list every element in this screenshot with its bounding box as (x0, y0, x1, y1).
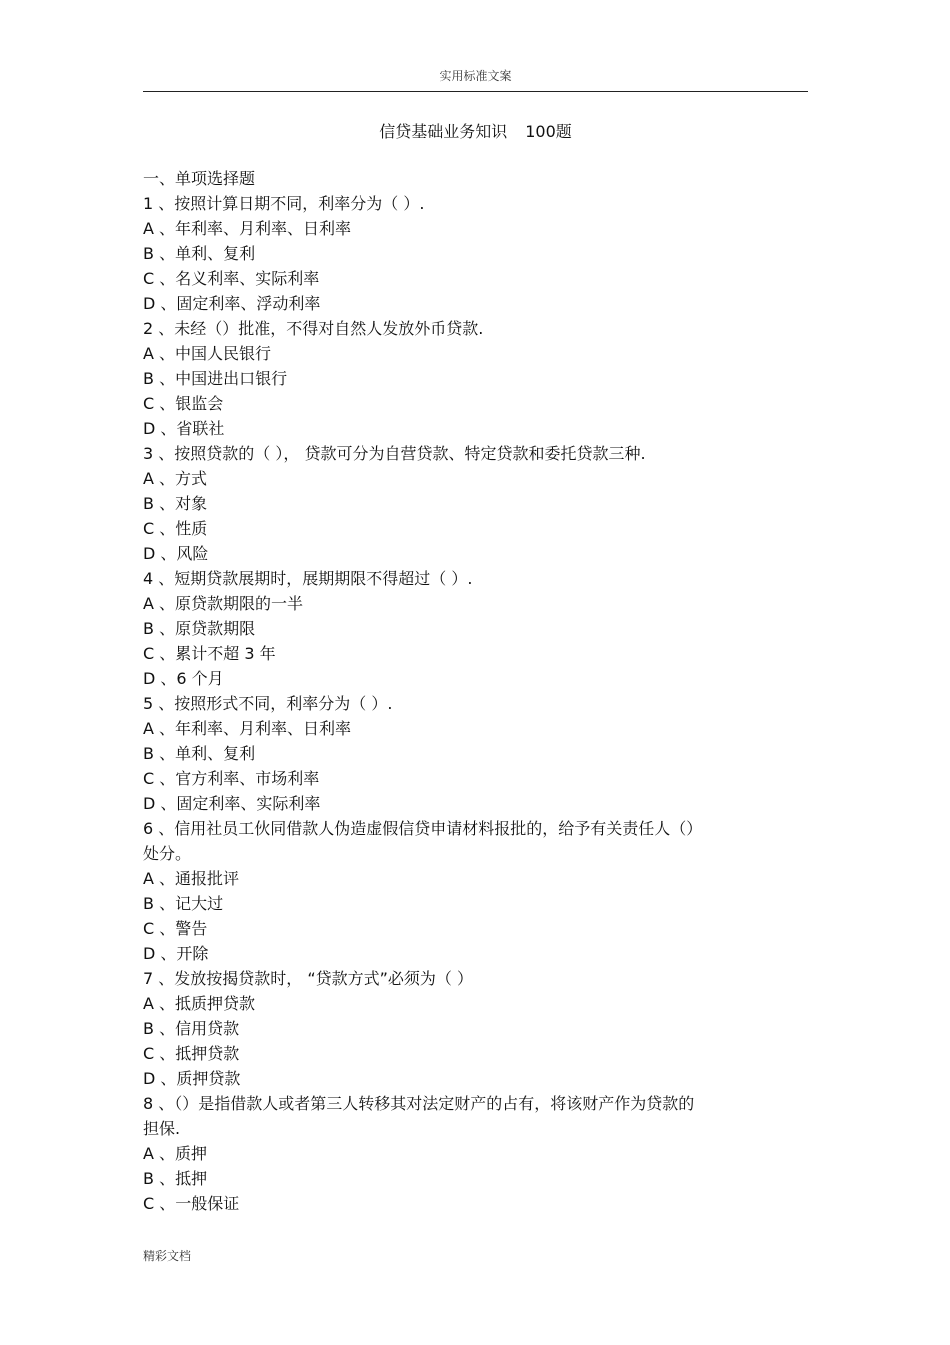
question-line: B 、记大过 (143, 894, 224, 913)
question-line: D 、固定利率、浮动利率 (143, 294, 321, 313)
question-line: D 、质押贷款 (143, 1069, 241, 1088)
question-line: D 、6 个月 (143, 669, 224, 688)
document-title (143, 119, 808, 142)
question-line: B 、抵押 (143, 1169, 208, 1188)
header-divider (143, 91, 808, 92)
question-line: B 、中国进出口银行 (143, 369, 288, 388)
question-line: B 、对象 (143, 494, 208, 513)
question-line: C 、警告 (143, 919, 208, 938)
question-line: C 、名义利率、实际利率 (143, 269, 320, 288)
question-line: 1 、按照计算日期不同，利率分为（ ）. (143, 194, 425, 213)
question-line: A 、中国人民银行 (143, 344, 272, 363)
question-line: 7 、发放按揭贷款时， “贷款方式”必须为（ ） (143, 969, 474, 988)
question-line: A 、方式 (143, 469, 208, 488)
question-line: C 、累计不超 3 年 (143, 644, 276, 663)
question-line: 4 、短期贷款展期时，展期期限不得超过（ ）. (143, 569, 473, 588)
question-line: 3 、按照贷款的（ ）， 贷款可分为自营贷款、特定贷款和委托贷款三种. (143, 444, 646, 463)
question-line: 处分。 (143, 844, 192, 863)
question-line: A 、通报批评 (143, 869, 240, 888)
question-line: A 、质押 (143, 1144, 208, 1163)
question-line: A 、抵质押贷款 (143, 994, 256, 1013)
question-list (143, 166, 768, 1216)
question-line: D 、开除 (143, 944, 209, 963)
title-main: 信贷基础业务知识 (379, 122, 508, 141)
question-line: D 、省联社 (143, 419, 225, 438)
question-line: B 、单利、复利 (143, 744, 256, 763)
question-line: 5 、按照形式不同，利率分为（ ）. (143, 694, 393, 713)
page-header: 实用标准文案 (439, 69, 512, 83)
question-line: B 、原贷款期限 (143, 619, 256, 638)
question-line: B 、单利、复利 (143, 244, 256, 263)
question-line: A 、原贷款期限的一半 (143, 594, 304, 613)
question-line: A 、年利率、月利率、日利率 (143, 719, 352, 738)
question-line: 2 、未经（）批准，不得对自然人发放外币贷款. (143, 319, 484, 338)
question-line: 8 、（）是指借款人或者第三人转移其对法定财产的占有，将该财产作为贷款的 (143, 1094, 695, 1113)
question-line: A 、年利率、月利率、日利率 (143, 219, 352, 238)
question-line: C 、一般保证 (143, 1194, 240, 1213)
question-line: C 、官方利率、市场利率 (143, 769, 320, 788)
question-line: D 、固定利率、实际利率 (143, 794, 321, 813)
question-line: C 、抵押贷款 (143, 1044, 240, 1063)
question-line: C 、性质 (143, 519, 208, 538)
question-line: B 、信用贷款 (143, 1019, 240, 1038)
question-line: D 、风险 (143, 544, 209, 563)
section-heading: 一、单项选择题 (143, 169, 256, 188)
question-line: 6 、信用社员工伙同借款人伪造虚假信贷申请材料报批的，给予有关责任人（） (143, 819, 703, 838)
question-line: C 、银监会 (143, 394, 224, 413)
question-line: 担保. (143, 1119, 181, 1138)
page-footer: 精彩文档 (143, 1249, 192, 1263)
title-suffix: 100题 (525, 122, 572, 141)
